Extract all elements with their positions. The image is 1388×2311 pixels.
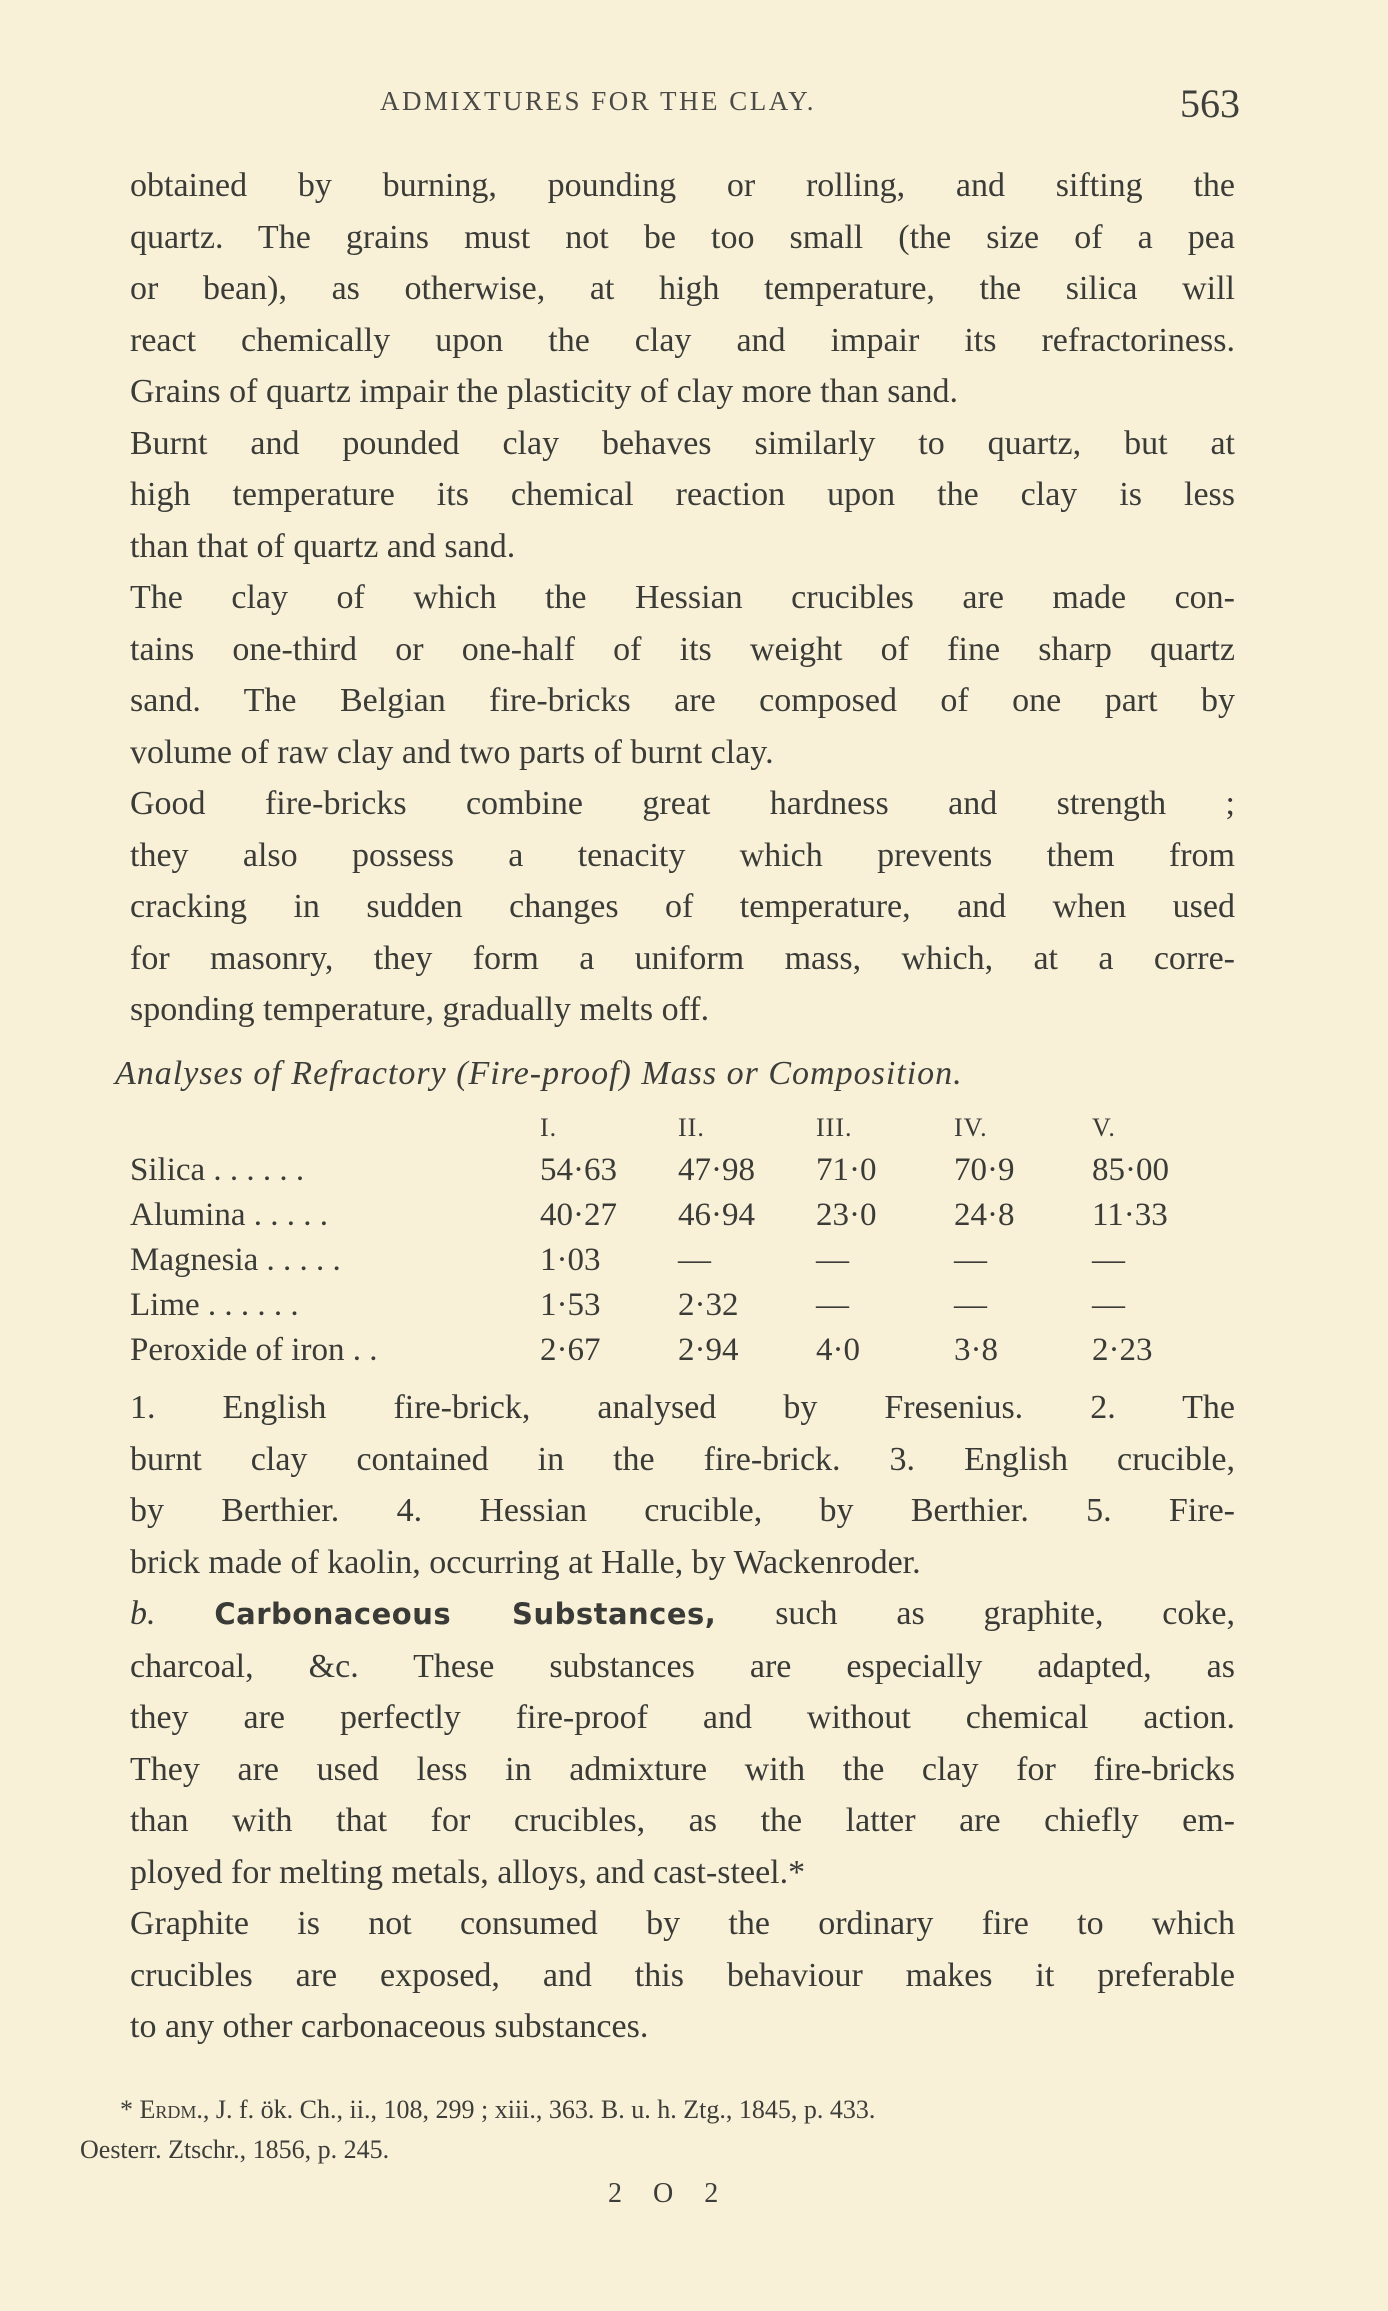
text-line: volume of raw clay and two parts of burnt clay.: [130, 733, 774, 771]
text-line: charcoal, &c. These substances are especially adapted, as: [130, 1647, 1235, 1685]
footnote-line: [80, 2090, 1230, 2130]
table-row: [130, 1148, 1230, 1193]
text-line: or bean), as otherwise, at high temperature, the silica will: [130, 270, 1235, 307]
table-cell: 4·0: [816, 1332, 860, 1368]
carbonaceous-paragraph: [130, 1588, 1235, 1898]
table-cell: 24·8: [954, 1197, 1015, 1233]
table-cell: 47·98: [678, 1152, 755, 1188]
footnote-line: Oesterr. Ztschr., 1856, p. 245.: [80, 2135, 390, 2164]
section-carbonaceous: [130, 1588, 1235, 2053]
table-cell: 11·33: [1092, 1197, 1168, 1233]
text-line: to any other carbonaceous substances.: [130, 2008, 649, 2045]
text-line: sand. The Belgian fire-bricks are composed of one part by: [130, 682, 1235, 719]
page-header: [380, 82, 1240, 132]
paragraph-hessian: [130, 572, 1235, 778]
text-line: than that of quartz and sand.: [130, 527, 516, 565]
text-line: react chemically upon the clay and impair its refractoriness.: [130, 321, 1235, 359]
table-cell: 40·27: [540, 1197, 617, 1233]
table-cell: —: [678, 1242, 711, 1278]
notes-paragraph: [130, 1382, 1235, 1588]
table-cell: 2·94: [678, 1332, 739, 1368]
column-header: III.: [816, 1113, 853, 1142]
text-line: Burnt and pounded clay behaves similarly to quartz, but at: [130, 424, 1235, 462]
table-cell: 1·03: [540, 1242, 601, 1278]
table-title: Analyses of Refractory (Fire-proof) Mass or Composition.: [115, 1055, 963, 1092]
text-line: brick made of kaolin, occurring at Halle, by Wackenroder.: [130, 1543, 921, 1581]
text-line: cracking in sudden changes of temperature, and when used: [130, 888, 1235, 925]
table-cell: 1·53: [540, 1287, 601, 1323]
table-cell: 54·63: [540, 1152, 617, 1188]
running-head: ADMIXTURES FOR THE CLAY.: [380, 86, 817, 116]
table-cell: —: [1092, 1242, 1125, 1278]
analysis-table: [130, 1108, 1230, 1373]
section-marker: b.: [130, 1595, 156, 1632]
page-number: 563: [1180, 81, 1240, 126]
text-line: for masonry, they form a uniform mass, which, at a corre-: [130, 939, 1235, 977]
table-cell: —: [954, 1287, 987, 1323]
printer-signature: 2 O 2: [608, 2178, 731, 2209]
text-line: ployed for melting metals, alloys, and cast-steel.*: [130, 1853, 806, 1891]
table-row: [130, 1193, 1230, 1238]
text-fragment: such as graphite, coke,: [716, 1595, 1235, 1632]
text-line: They are used less in admixture with the clay for fire-bricks: [130, 1750, 1235, 1788]
paragraph-fire-bricks: [130, 778, 1235, 1036]
table-cell: —: [816, 1287, 849, 1323]
row-label: Alumina . . . . .: [130, 1197, 328, 1233]
row-label: Peroxide of iron . .: [130, 1332, 378, 1368]
text-line: quartz. The grains must not be too small (the size of a pea: [130, 218, 1235, 256]
paragraph-burnt-clay: [130, 418, 1235, 573]
table-cell: 46·94: [678, 1197, 755, 1233]
text-line: obtained by burning, pounding or rolling, and sifting the: [130, 167, 1235, 204]
text-line: than with that for crucibles, as the latter are chiefly em-: [130, 1802, 1235, 1839]
row-label: Lime . . . . . .: [130, 1287, 299, 1323]
table-header-row: [130, 1108, 1230, 1148]
text-line: crucibles are exposed, and this behaviour makes it preferable: [130, 1956, 1235, 1994]
row-label: Magnesia . . . . .: [130, 1242, 341, 1278]
paragraph-quartz: [130, 160, 1235, 418]
text-line: tains one-third or one-half of its weight of fine sharp quartz: [130, 630, 1235, 668]
table-row: [130, 1238, 1230, 1283]
text-line: 1. English fire-brick, analysed by Fresenius. 2. The: [130, 1389, 1235, 1426]
text-line: they also possess a tenacity which prevents them from: [130, 836, 1235, 874]
table-cell: 23·0: [816, 1197, 877, 1233]
table-row: [130, 1328, 1230, 1373]
row-label: Silica . . . . . .: [130, 1152, 305, 1188]
table-cell: 2·23: [1092, 1332, 1153, 1368]
table-cell: —: [816, 1242, 849, 1278]
table-cell: 3·8: [954, 1332, 998, 1368]
text-line: high temperature its chemical reaction upon the clay is less: [130, 476, 1235, 513]
table-cell: 71·0: [816, 1152, 877, 1188]
table-cell: 70·9: [954, 1152, 1015, 1188]
text-line: Grains of quartz impair the plasticity of clay more than sand.: [130, 373, 959, 410]
text-line: Graphite is not consumed by the ordinary fire to which: [130, 1905, 1235, 1942]
footnote-author: Erdm.: [139, 2095, 203, 2124]
graphite-paragraph: [130, 1898, 1235, 2053]
table-header-empty: [130, 1108, 540, 1148]
text-line: Good fire-bricks combine great hardness and strength ;: [130, 785, 1235, 822]
table-cell: 85·00: [1092, 1152, 1169, 1188]
text-line: [130, 1588, 1235, 1641]
table-cell: 2·32: [678, 1287, 739, 1323]
text-line: sponding temperature, gradually melts off.: [130, 991, 710, 1028]
table-notes: [130, 1382, 1235, 1588]
text-line: they are perfectly fire-proof and without chemical action.: [130, 1699, 1235, 1736]
text-line: The clay of which the Hessian crucibles are made con-: [130, 579, 1235, 616]
column-header: II.: [678, 1113, 705, 1142]
text-line: burnt clay contained in the fire-brick. 3. English crucible,: [130, 1440, 1235, 1478]
footnote-text: , J. f. ök. Ch., ii., 108, 299 ; xiii., 363. B. u. h. Ztg., 1845, p. 433.: [202, 2095, 876, 2124]
footnote-marker: *: [120, 2095, 133, 2124]
table-cell: —: [1092, 1287, 1125, 1323]
body-text: [130, 160, 1235, 1036]
table-cell: —: [954, 1242, 987, 1278]
column-header: IV.: [954, 1113, 988, 1142]
footnote: [80, 2090, 1230, 2170]
table-cell: 2·67: [540, 1332, 601, 1368]
column-header: V.: [1092, 1113, 1116, 1142]
table-row: [130, 1283, 1230, 1328]
text-line: by Berthier. 4. Hessian crucible, by Berthier. 5. Fire-: [130, 1492, 1235, 1529]
column-header: I.: [540, 1113, 558, 1142]
section-heading: Carbonaceous Substances,: [214, 1597, 717, 1631]
